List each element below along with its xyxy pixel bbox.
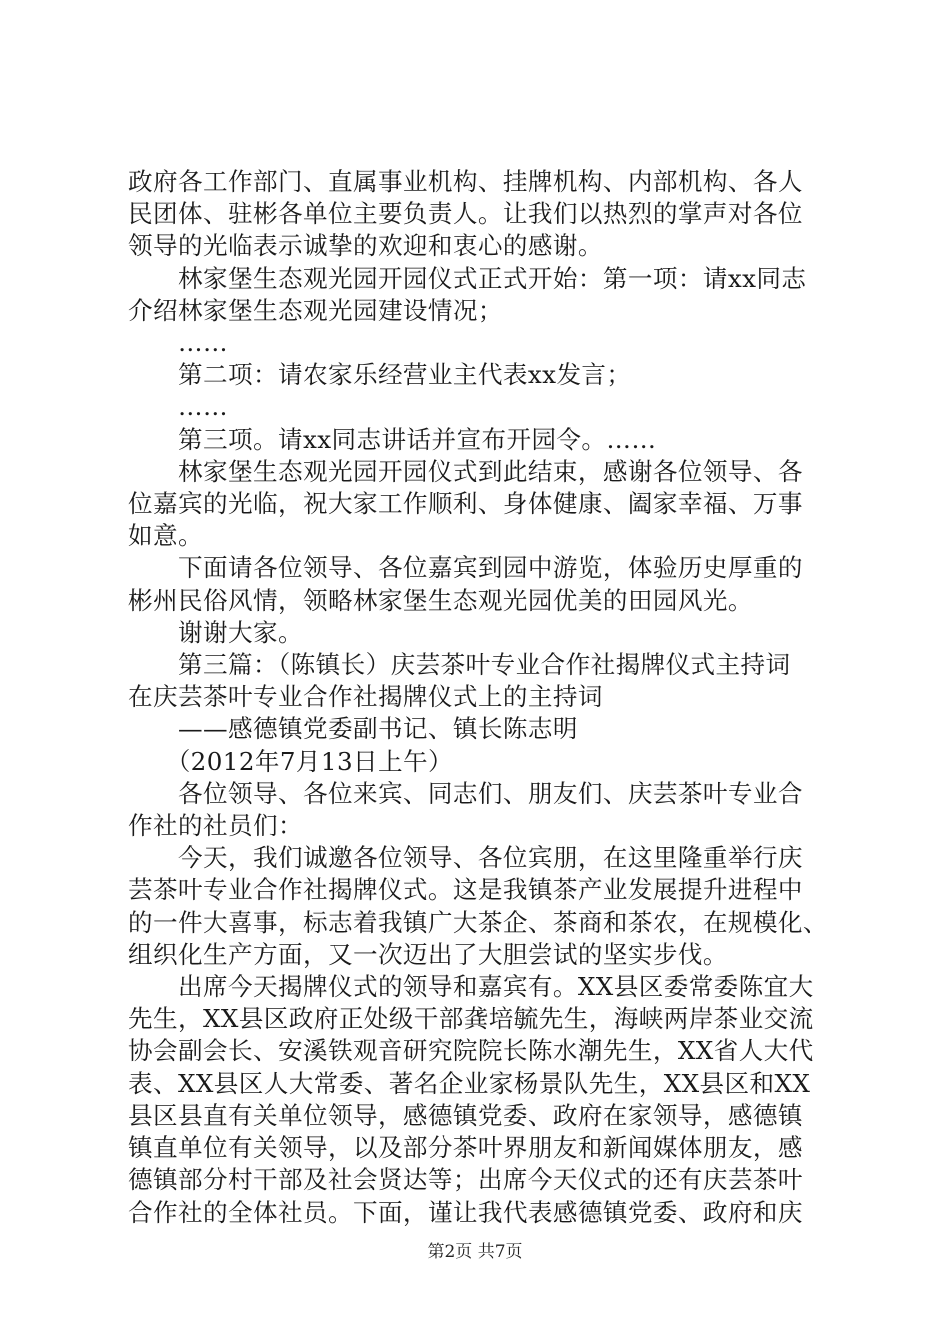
text-line: 民团体、驻彬各单位主要负责人。让我们以热烈的掌声对各位 bbox=[128, 199, 803, 229]
text-line: 介绍林家堡生态观光园建设情况； bbox=[128, 295, 503, 325]
page-footer: 第2页 共7页 bbox=[427, 1242, 523, 1262]
text-line: 先生，XX县区政府正处级干部龚培毓先生，海峡两岸茶业交流 bbox=[128, 1004, 814, 1034]
text-line: 如意。 bbox=[128, 521, 203, 551]
text-line: …… bbox=[128, 392, 228, 422]
text-line: 谢谢大家。 bbox=[128, 617, 303, 647]
text-line: 协会副会长、安溪铁观音研究院院长陈水潮先生，XX省人大代 bbox=[128, 1036, 814, 1066]
text-line: 德镇部分村干部及社会贤达等；出席今天仪式的还有庆芸茶叶 bbox=[128, 1165, 803, 1195]
text-line: 表、XX县区人大常委、著名企业家杨景队先生，XX县区和XX bbox=[128, 1068, 811, 1098]
text-line: 组织化生产方面，又一次迈出了大胆尝试的坚实步伐。 bbox=[128, 939, 728, 969]
text-line: 芸茶叶专业合作社揭牌仪式。这是我镇茶产业发展提升进程中 bbox=[128, 875, 803, 905]
text-line: 位嘉宾的光临，祝大家工作顺利、身体健康、阖家幸福、万事 bbox=[128, 489, 803, 519]
text-line: 作社的社员们： bbox=[128, 811, 303, 841]
text-line: 政府各工作部门、直属事业机构、挂牌机构、内部机构、各人 bbox=[128, 167, 803, 196]
text-line: 县区县直有关单位领导，感德镇党委、政府在家领导，感德镇 bbox=[128, 1100, 803, 1130]
text-line: 镇直单位有关领导，以及部分茶叶界朋友和新闻媒体朋友，感 bbox=[128, 1133, 803, 1163]
text-line: …… bbox=[128, 328, 228, 358]
text-line: 下面请各位领导、各位嘉宾到园中游览，体验历史厚重的 bbox=[128, 553, 803, 583]
text-line: 各位领导、各位来宾、同志们、朋友们、庆芸茶叶专业合 bbox=[128, 778, 803, 808]
text-line: 今天，我们诚邀各位领导、各位宾朋，在这里隆重举行庆 bbox=[128, 843, 803, 873]
text-line: 第二项：请农家乐经营业主代表xx发言； bbox=[128, 360, 632, 390]
text-line: 的一件大喜事，标志着我镇广大茶企、茶商和茶农，在规模化、 bbox=[128, 907, 828, 937]
document-body bbox=[128, 166, 838, 1229]
text-line: 第三篇：（陈镇长）庆芸茶叶专业合作社揭牌仪式主持词 bbox=[128, 650, 791, 680]
text-line: 领导的光临表示诚挚的欢迎和衷心的感谢。 bbox=[128, 231, 603, 261]
text-line: 出席今天揭牌仪式的领导和嘉宾有。XX县区委常委陈宜大 bbox=[128, 972, 814, 1002]
text-line: 第三项。请xx同志讲话并宣布开园令。…… bbox=[128, 424, 657, 454]
text-line: 林家堡生态观光园开园仪式到此结束，感谢各位领导、各 bbox=[128, 456, 803, 486]
text-line: 合作社的全体社员。下面，谨让我代表感德镇党委、政府和庆 bbox=[128, 1197, 803, 1227]
text-line: 在庆芸茶叶专业合作社揭牌仪式上的主持词 bbox=[128, 682, 603, 712]
text-line: （2012年7月13日上午） bbox=[128, 746, 453, 776]
text-line: ——感德镇党委副书记、镇长陈志明 bbox=[128, 714, 578, 744]
text-line: 林家堡生态观光园开园仪式正式开始：第一项：请xx同志 bbox=[128, 263, 807, 293]
text-line: 彬州民俗风情，领略林家堡生态观光园优美的田园风光。 bbox=[128, 585, 753, 615]
